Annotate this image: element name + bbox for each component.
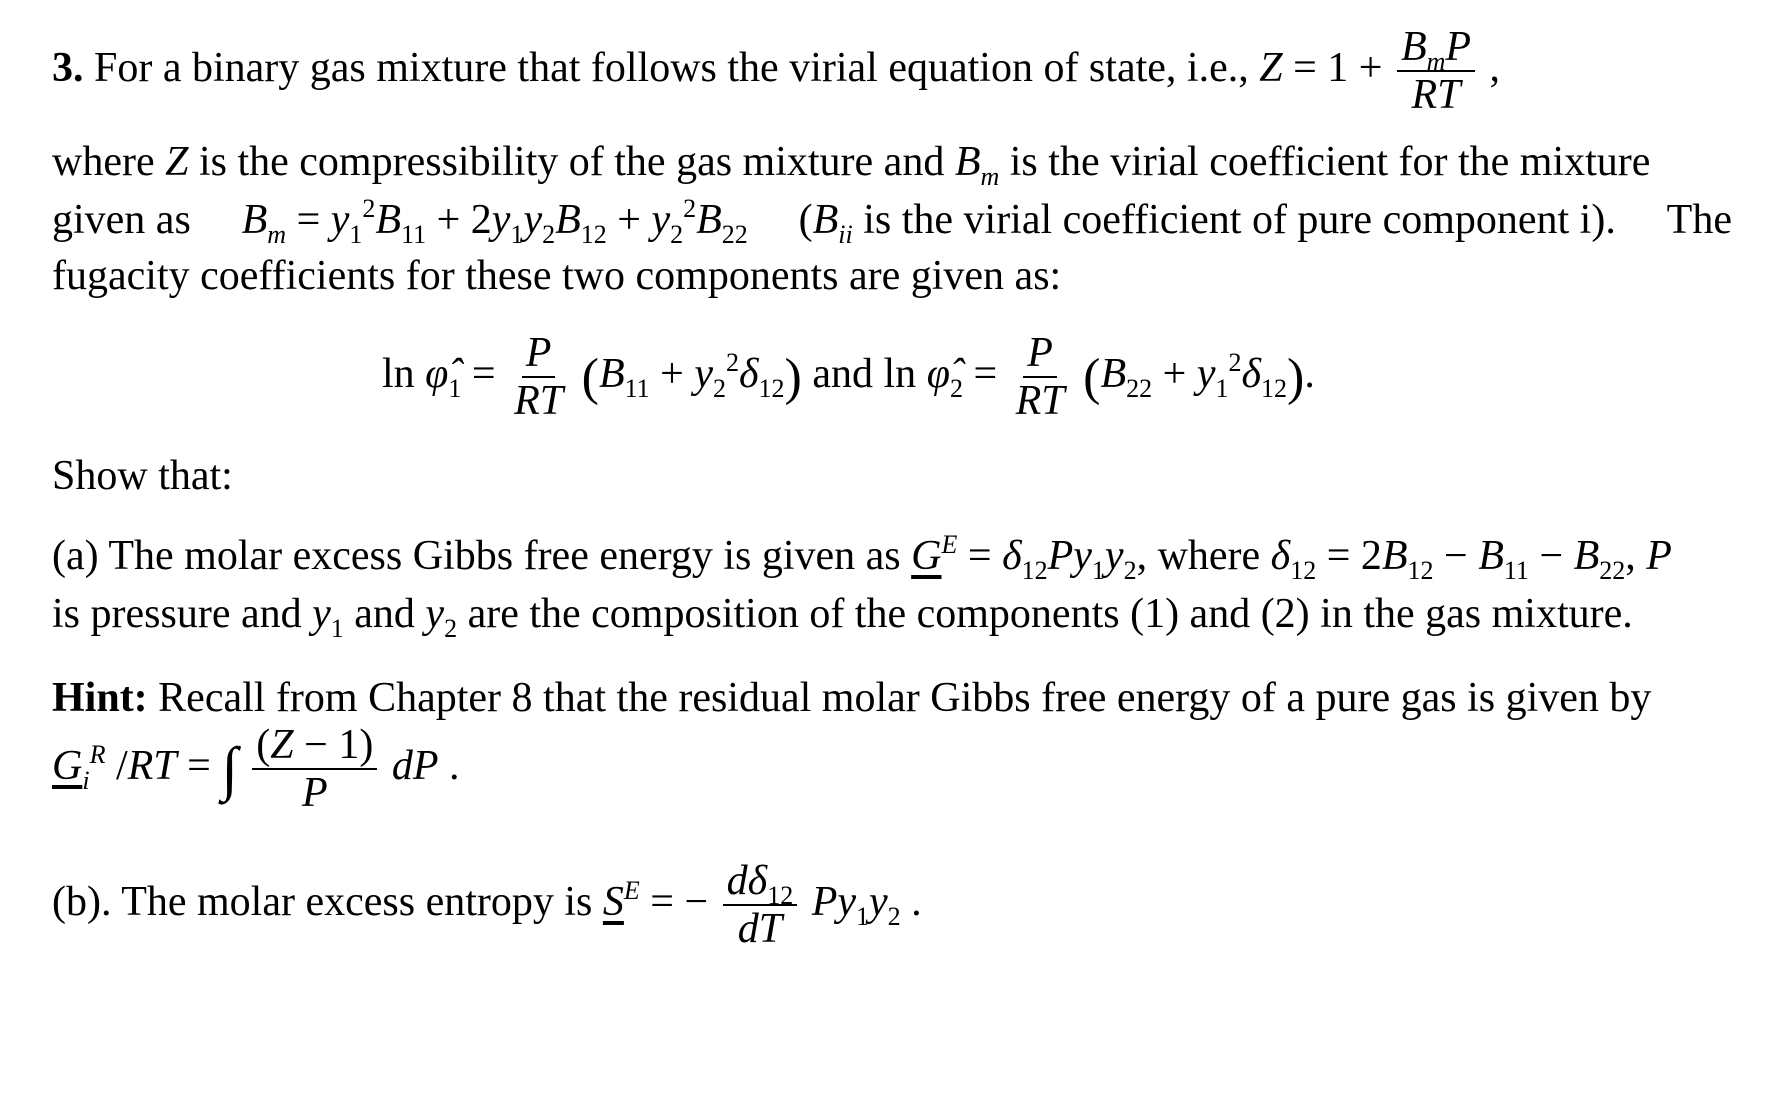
eos-lhs: Z xyxy=(1259,44,1283,91)
fug1-denominator: RT xyxy=(514,378,564,425)
hint-label: Hint: xyxy=(52,675,148,721)
part-b-trail: $Py_1y_2$ . xyxy=(811,878,922,931)
fug2-lhs: $\ln \varphî_2$ = xyxy=(883,350,998,403)
part-a-line2: is pressure and $y_1$ and $y_2$ are the composition of the components (1) and (2) in the gas mixture. xyxy=(52,591,1633,643)
hint-lhs: $G_i^R$ /RT = xyxy=(52,739,211,795)
given-trail: The xyxy=(1666,197,1732,243)
hint-equation xyxy=(52,722,459,816)
problem-number: 3. xyxy=(52,44,84,91)
part-b-fraction xyxy=(723,858,798,952)
eos-trail: , xyxy=(1489,44,1501,91)
problem-intro: For a binary gas mixture that follows the virial equation of state, i.e., xyxy=(94,44,1249,91)
show-that: Show that: xyxy=(52,453,233,499)
hint-fraction xyxy=(252,722,377,816)
fugacity-intro: fugacity coefficients for these two components are given as: xyxy=(52,253,1062,299)
integral-symbol: ∫ xyxy=(221,735,238,802)
part-a-equation: $G^E = \delta_{12}Py_1y_2$, where $\delta_{12} = 2B_{12} - B_{11} - B_{22}$, P xyxy=(911,530,1672,585)
fugacity-equations xyxy=(382,330,1315,424)
hint-line xyxy=(52,674,1651,722)
eos-numerator: $B_mP$ xyxy=(1397,24,1475,72)
fug1-paren: $(B_{11} + y_2^2\delta_{12})$ xyxy=(581,347,802,406)
eos-fraction xyxy=(1397,24,1475,118)
given-lead: given as xyxy=(52,197,191,243)
given-equation: $B_m = y_1^2B_{11} + 2y_1y_2B_{12} + y_2^2B_{22}$ xyxy=(241,194,748,249)
part-b-lhs: $S^E$ = − xyxy=(602,875,709,925)
part-b-line xyxy=(52,858,922,952)
hint-trail: dP . xyxy=(391,742,460,789)
part-a-line1 xyxy=(52,530,1672,585)
problem-intro-line xyxy=(52,24,1500,118)
hint-denominator: P xyxy=(301,770,328,817)
part-a-text: (a) The molar excess Gibbs free energy is given as xyxy=(52,533,901,579)
eos-denominator: RT xyxy=(1411,72,1461,119)
fug-and: and xyxy=(812,350,874,397)
fug2-paren: $(B_{22} + y_1^2\delta_{12})$. xyxy=(1083,347,1315,406)
given-paren: ($B_{ii}$ is the virial coefficient of pure component i). xyxy=(798,197,1616,249)
fug1-fraction xyxy=(510,330,567,424)
problem-page xyxy=(52,0,1752,1112)
eos-eq: = 1 + xyxy=(1293,44,1383,91)
fug2-denominator: RT xyxy=(1015,378,1065,425)
fug2-fraction xyxy=(1012,330,1069,424)
fug2-numerator: P xyxy=(1023,330,1057,378)
fug1-numerator: P xyxy=(522,330,556,378)
part-b-text: (b). The molar excess entropy is xyxy=(52,878,593,925)
fug1-lhs: $\ln \varphî_1$ = xyxy=(382,350,496,403)
part-b-denominator: dT xyxy=(737,906,783,953)
part-b-numerator: $d\delta_{12}$ xyxy=(723,858,798,906)
given-line xyxy=(52,194,1732,249)
where-line: where Z is the compressibility of the gas mixture and $B_m$ is the virial coefficient for the mixture xyxy=(52,139,1651,191)
hint-text: Recall from Chapter 8 that the residual molar Gibbs free energy of a pure gas is given by xyxy=(158,675,1652,721)
hint-numerator: (Z − 1) xyxy=(252,722,377,770)
